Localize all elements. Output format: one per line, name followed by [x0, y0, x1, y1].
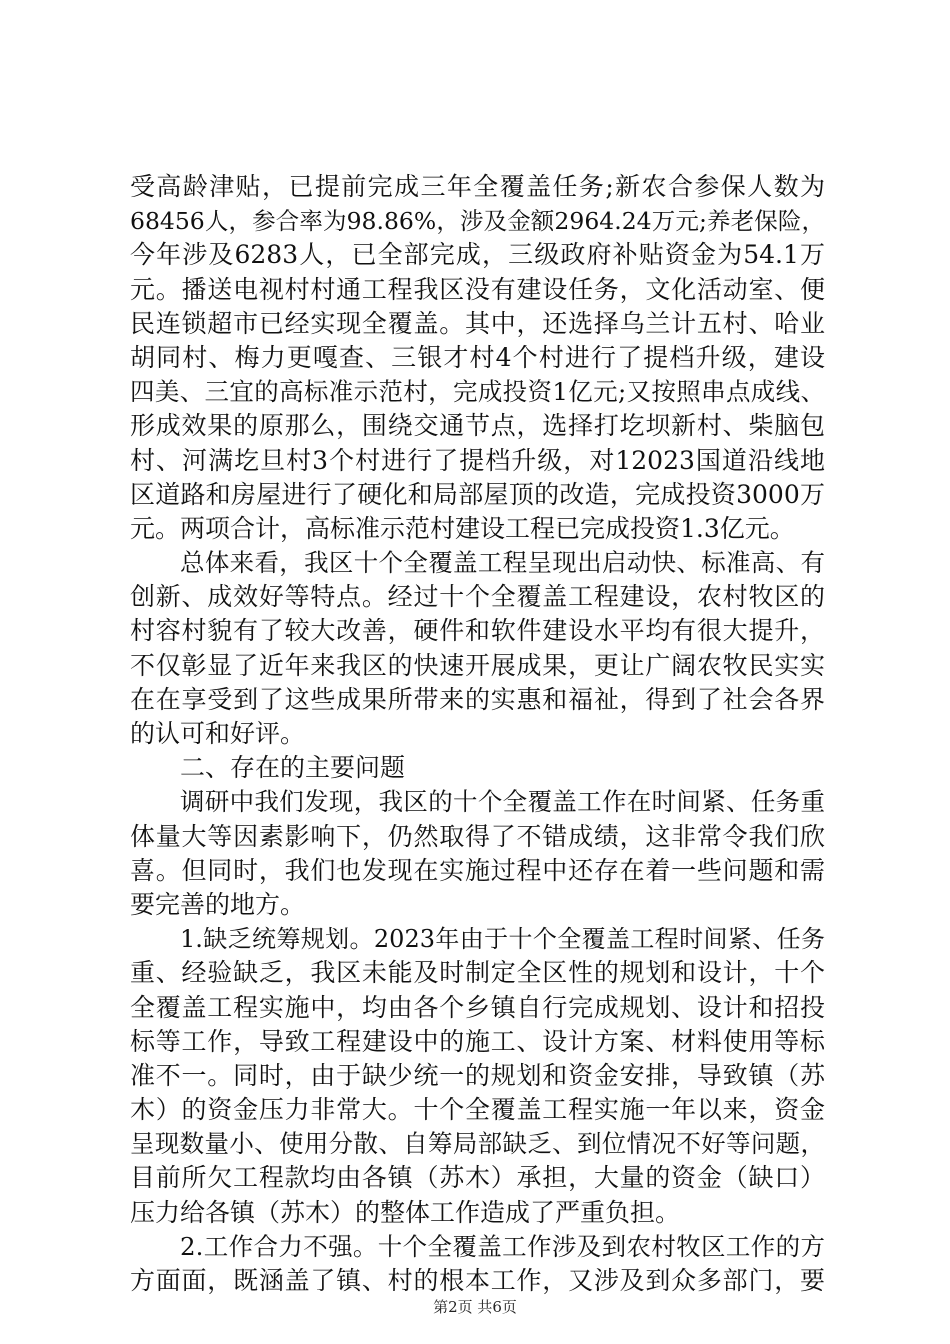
text-line: 创新、成效好等特点。经过十个全覆盖工程建设，农村牧区的	[130, 582, 825, 612]
text-line: 全覆盖工程实施中，均由各个乡镇自行完成规划、设计和招投	[130, 992, 825, 1022]
text-line: 1.缺乏统筹规划。2023年由于十个全覆盖工程时间紧、任务	[180, 925, 825, 954]
text-line: 68456人，参合率为98.86%，涉及金额2964.24万元;养老保险，	[130, 207, 825, 236]
text-line: 受高龄津贴，已提前完成三年全覆盖任务;新农合参保人数为	[130, 172, 825, 201]
text-line: 方面面，既涵盖了镇、村的根本工作，又涉及到众多部门，要	[130, 1266, 825, 1295]
text-line: 调研中我们发现，我区的十个全覆盖工作在时间紧、任务重	[180, 787, 825, 817]
text-line: 压力给各镇（苏木）的整体工作造成了严重负担。	[130, 1197, 681, 1227]
page-footer: 第2页 共6页	[433, 1298, 517, 1316]
text-line: 村、河满圪旦村3个村进行了提档升级，对12023国道沿线地	[130, 445, 825, 475]
text-line: 标等工作，导致工程建设中的施工、设计方案、材料使用等标	[130, 1026, 825, 1056]
text-line: 体量大等因素影响下，仍然取得了不错成绩，这非常令我们欣	[130, 821, 825, 851]
text-line: 呈现数量小、使用分散、自筹局部缺乏、到位情况不好等问题，	[130, 1129, 825, 1159]
document-body	[130, 170, 825, 1298]
text-line: 二、存在的主要问题	[180, 753, 406, 783]
text-line: 民连锁超市已经实现全覆盖。其中，还选择乌兰计五村、哈业	[130, 308, 825, 338]
text-line: 今年涉及6283人，已全部完成，三级政府补贴资金为54.1万	[130, 240, 825, 270]
text-line: 要完善的地方。	[130, 889, 306, 919]
text-line: 不仅彰显了近年来我区的快速开展成果，更让广阔农牧民实实	[130, 650, 825, 680]
text-line: 胡同村、梅力更嘎查、三银才村4个村进行了提档升级，建设	[130, 342, 825, 372]
text-line: 2.工作合力不强。十个全覆盖工作涉及到农村牧区工作的方	[180, 1231, 825, 1261]
text-line: 喜。但同时，我们也发现在实施过程中还存在着一些问题和需	[130, 855, 825, 885]
text-line: 元。两项合计，高标准示范村建设工程已完成投资1.3亿元。	[130, 513, 795, 543]
text-line: 村容村貌有了较大改善，硬件和软件建设水平均有很大提升，	[130, 616, 825, 646]
text-line: 四美、三宜的高标准示范村，完成投资1亿元;又按照串点成线、	[130, 377, 825, 407]
text-line: 的认可和好评。	[130, 719, 306, 748]
text-line: 元。播送电视村村通工程我区没有建设任务，文化活动室、便	[130, 274, 825, 304]
text-line: 目前所欠工程款均由各镇（苏木）承担，大量的资金（缺口）	[130, 1163, 825, 1193]
text-line: 准不一。同时，由于缺少统一的规划和资金安排，导致镇（苏	[130, 1060, 825, 1090]
text-line: 重、经验缺乏，我区未能及时制定全区性的规划和设计，十个	[130, 958, 825, 988]
text-line: 总体来看，我区十个全覆盖工程呈现出启动快、标准高、有	[180, 548, 825, 578]
text-line: 木）的资金压力非常大。十个全覆盖工程实施一年以来，资金	[130, 1095, 825, 1125]
text-line: 形成效果的原那么，围绕交通节点，选择打圪坝新村、柴脑包	[130, 411, 825, 441]
text-line: 在在享受到了这些成果所带来的实惠和福祉，得到了社会各界	[130, 684, 825, 714]
text-line: 区道路和房屋进行了硬化和局部屋顶的改造，完成投资3000万	[130, 479, 825, 509]
